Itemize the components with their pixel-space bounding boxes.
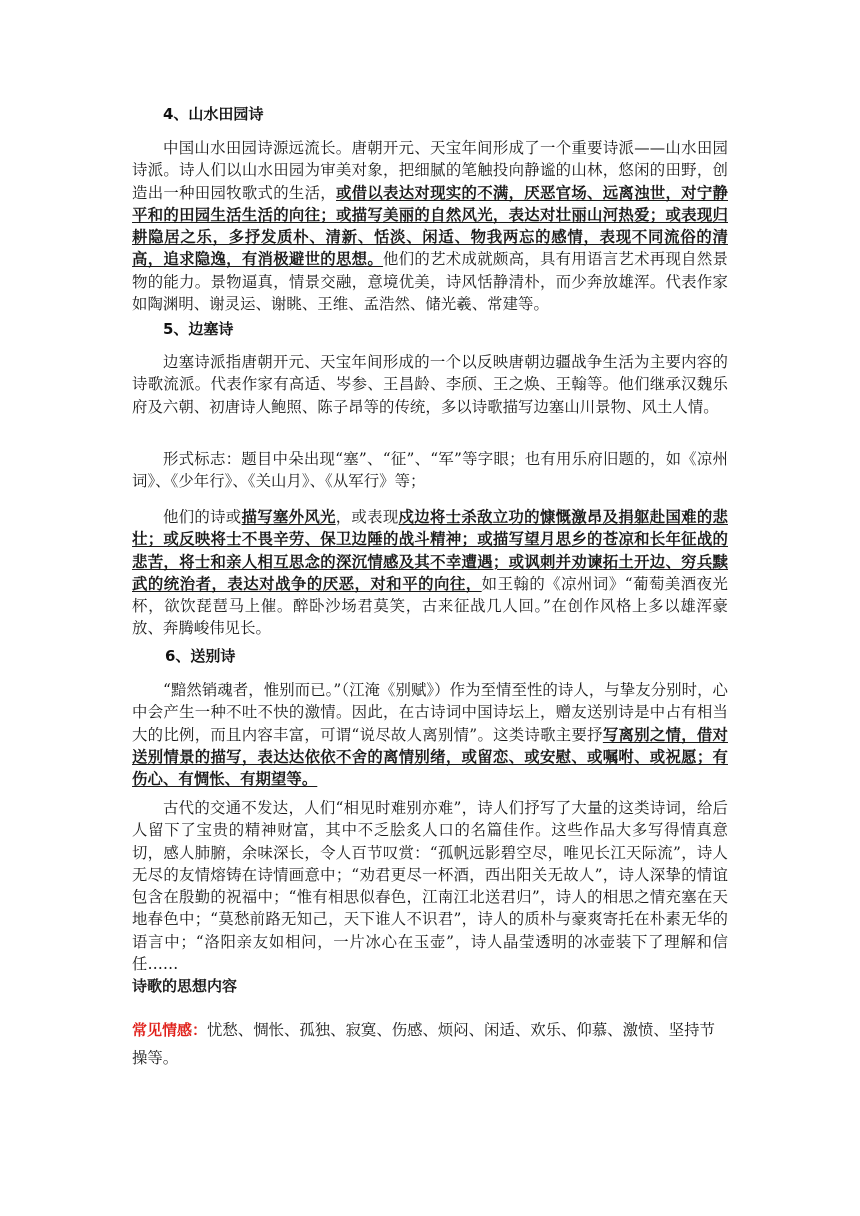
paragraph-farewell-examples: 古代的交通不发达，人们“相见时难别亦难”，诗人们抒写了大量的这类诗词，给后人留下了宝贵的精神财富，其中不乏脍炙人口的名篇佳作。这些作品大多写得情真意切，感人肺腑，余味深长，令人百节叹赏：“孤帆远影碧空尽，唯见长江天际流”，诗人无尽的友情熔铸在诗情画意中；“劝君更尽一杯酒，西出阳关无故人”，诗人深挚的情谊包含在殷勤的祝福中；“惟有相思似春色，江南江北送君归”，诗人的相思之情充塞在天地春色中；“莫愁前路无知己，天下谁人不识君”，诗人的质朴与豪爽寄托在朴素无华的语言中；“洛阳亲友如相问，一片冰心在玉壶”，诗人晶莹透明的冰壶装下了理解和信任…… (132, 799, 728, 974)
text-segment: 他们的艺术成就颇高，具有用语言艺术再现自然景物的能力。景物逼真，情景交融，意境优美，诗风恬静清朴，而少奔放雄浑。代表作家如陶渊明、谢灵运、谢眺、王维、孟浩然、储光羲、常建等。 (132, 250, 728, 314)
emphasized-text: 或借以表达对现实的不满，厌恶官场、远离浊世，对宁静平和的田园生活生活的向往；或描写美丽的自然风光，表达对壮丽山河热爱；或表现归耕隐居之乐，多抒发质朴、清新、恬淡、闲适、物我两忘的感情，表现不同流俗的清高，追求隐逸，有消极避世的思想。 (132, 183, 728, 269)
paragraph-frontier-form-markers: 形式标志：题目中朵出现“塞”、“征”、“军”等字眼；也有用乐府旧题的，如《凉州词》、《少年行》、《关山月》、《从军行》等； (132, 450, 728, 491)
emphasized-text: 写离别之情，借对送别情景的描写，表达达依依不舍的离情别绪，或留恋、或安慰、或嘱咐、或祝愿；有伤心、有惆怅、有期望等。 (132, 725, 728, 789)
emotion-list: 忧愁、惆怅、孤独、寂寞、伤感、烦闷、闲适、欢乐、仰慕、激愤、坚持节操等。 (132, 1021, 715, 1067)
section-heading-farewell-poetry: 6、送别诗 (165, 647, 236, 665)
text-segment: “黯然销魂者，惟别而已。”（江淹《别赋》）作为至情至性的诗人，与挚友分别时，心中会产生一种不吐不快的激情。因此，在古诗词中国诗坛上，赠友送别诗是中占有相当大的比例，而且内容丰富，可谓“说尽故人离别情”。这类诗歌主要抒 (132, 681, 728, 744)
section-heading-landscape-poetry: 4、山水田园诗 (163, 105, 264, 123)
text-segment: 他们的诗或 (163, 508, 242, 526)
text-segment: ，或表现 (335, 508, 399, 526)
text-segment: 中国山水田园诗源远流长。唐朝开元、天宝年间形成了一个重要诗派——山水田园诗派。诗人们以山水田园为审美对象，把细腻的笔触投向静谧的山林，悠闲的田野，创造出一种田园牧歌式的生活， (132, 139, 728, 202)
emphasized-text: 描写塞外风光 (241, 508, 336, 526)
common-emotions-line (132, 1016, 728, 1072)
emotion-label: 常见情感： (132, 1021, 208, 1039)
section-title-thought-content: 诗歌的思想内容 (132, 977, 238, 995)
emphasized-text: 戍边将士杀敌立功的慷慨激昂及捐躯赴国难的悲壮；或反映将士不畏辛劳、保卫边陲的战斗精神；或描写望月思乡的苍凉和长年征战的悲苦，将士和亲人相互思念的深沉情感及其不幸遭遇；或讽刺并劝谏拓土开边、穷兵黩武的统治者，表达对战争的厌恶，对和平的向往， (132, 508, 728, 593)
paragraph-farewell-intro (132, 679, 728, 790)
section-heading-frontier-poetry: 5、边塞诗 (163, 320, 234, 338)
paragraph-landscape-poetry (132, 137, 728, 315)
paragraph-frontier-intro: 边塞诗派指唐朝开元、天宝年间形成的一个以反映唐朝边疆战争生活为主要内容的诗歌流派。代表作家有高适、岑参、王昌龄、李颀、王之焕、王翰等。他们继承汉魏乐府及六朝、初唐诗人鲍照、陈子昂等的传统，多以诗歌描写边塞山川景物、风土人情。 (132, 353, 728, 416)
text-segment: 如王翰的《凉州词》“葡萄美酒夜光杯，欲饮琵琶马上催。醉卧沙场君莫笑，古来征战几人回。”在创作风格上多以雄浑豪放、奔腾峻伟见长。 (132, 574, 728, 638)
paragraph-frontier-content (132, 506, 728, 640)
